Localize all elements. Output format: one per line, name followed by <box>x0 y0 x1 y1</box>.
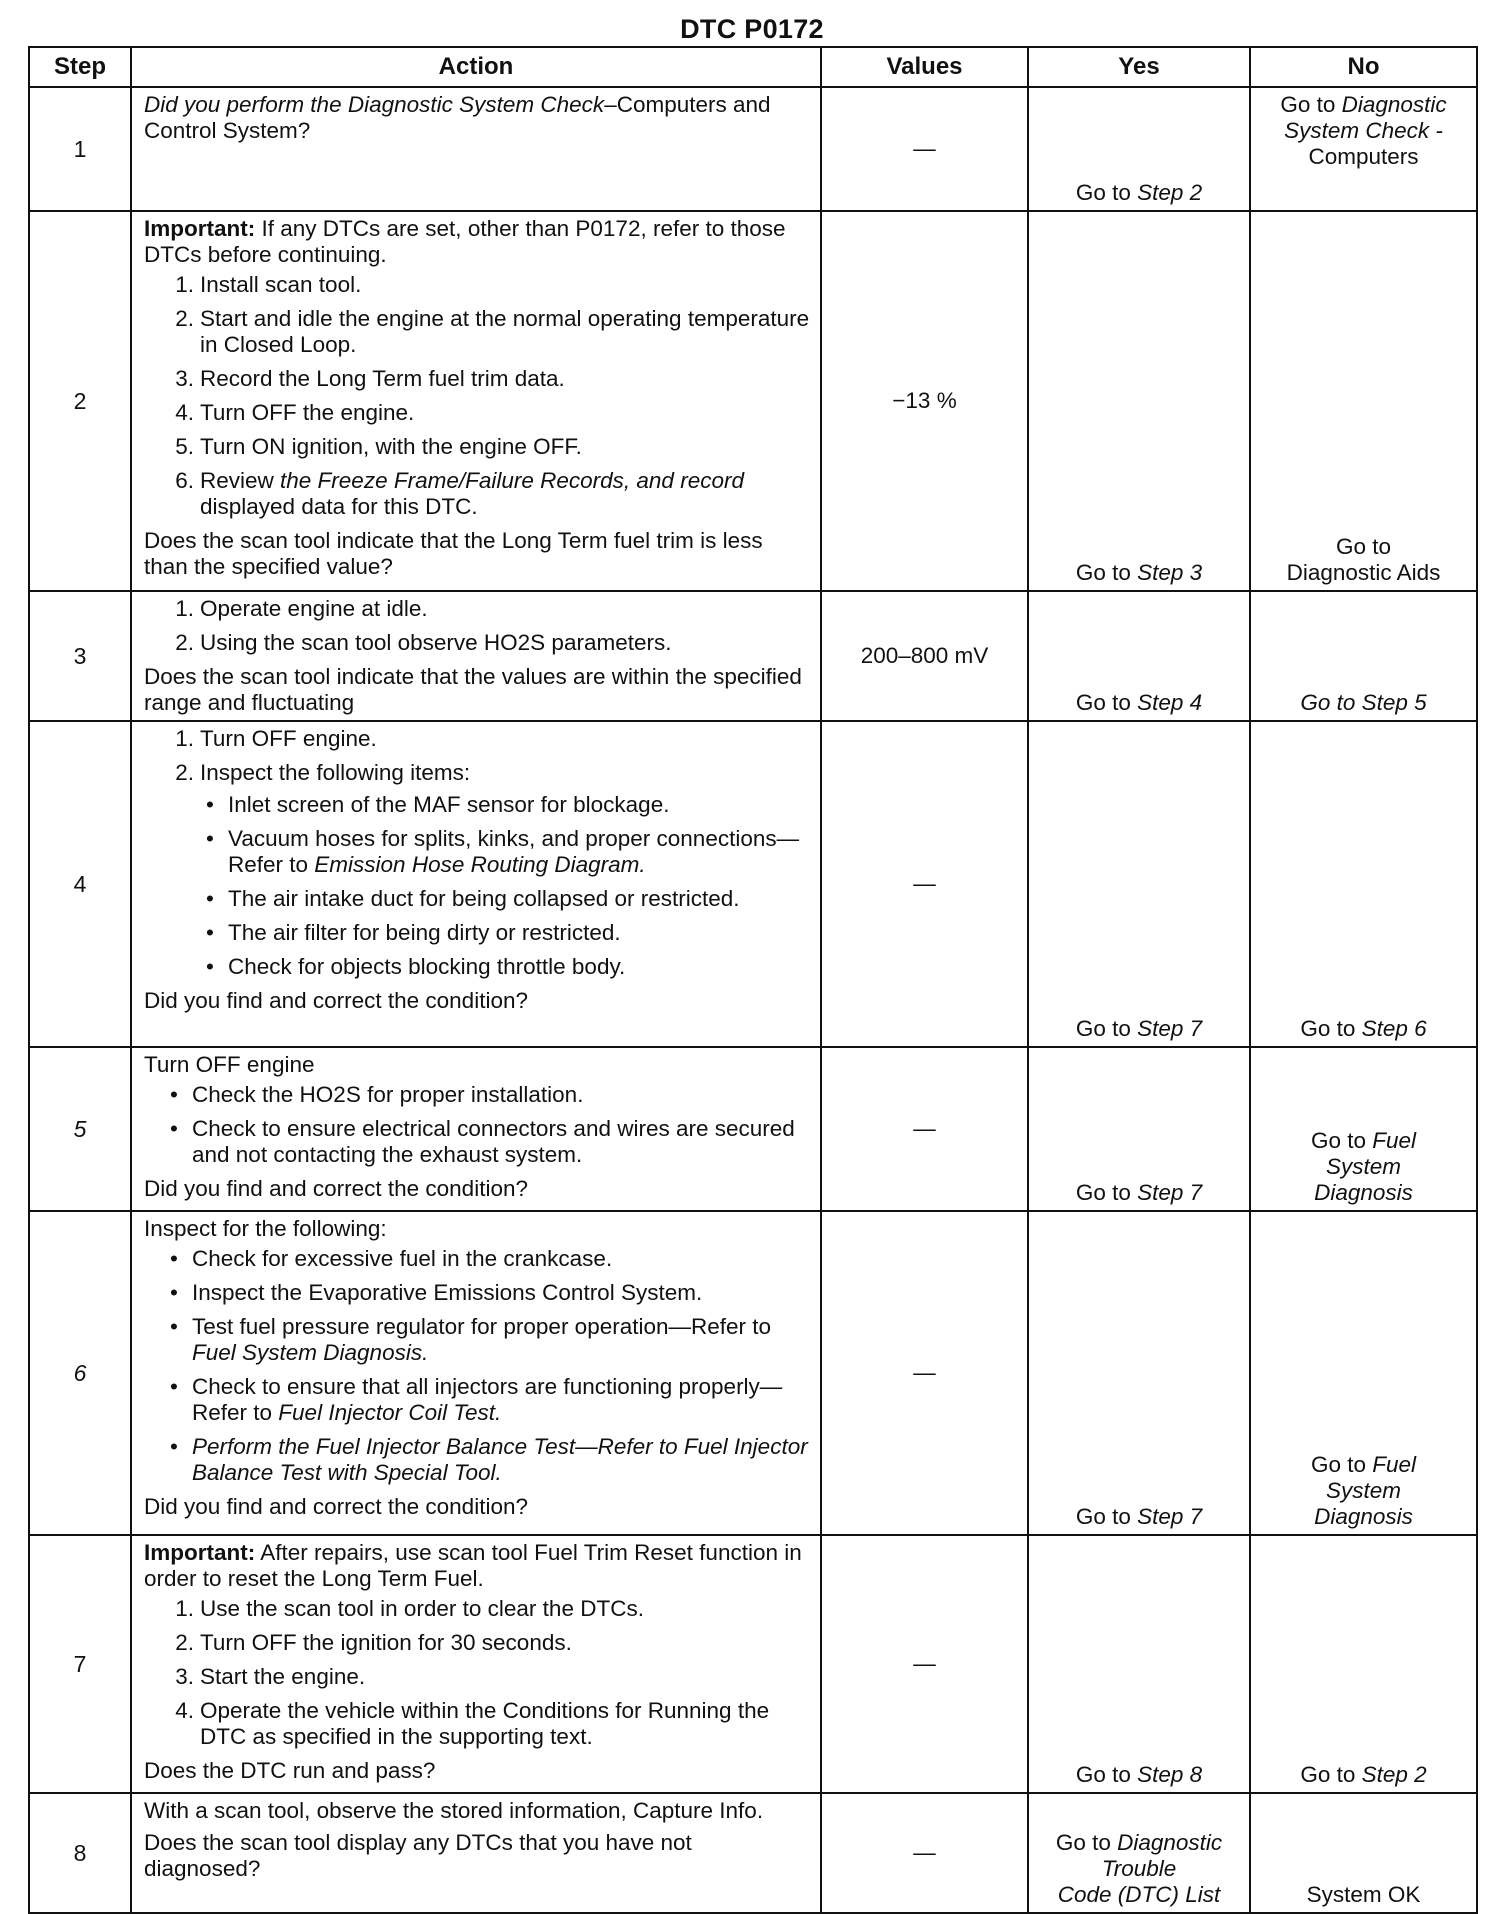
yes-cell <box>1028 721 1250 1047</box>
yes-cell <box>1028 1047 1250 1211</box>
table-row <box>29 591 1477 721</box>
header-no: No <box>1250 47 1477 87</box>
question-text: Does the scan tool indicate that the values are within the specified range and fluctuating <box>144 664 802 715</box>
value-cell: 200–800 mV <box>821 591 1028 721</box>
action-cell <box>131 591 821 721</box>
yes-text: Go to <box>1075 1504 1138 1529</box>
bullet-list <box>144 1082 810 1168</box>
important-text: After repairs, use scan tool Fuel Trim Reset function in order to reset the Long Term Fuel. <box>144 1540 802 1591</box>
table-row <box>29 1793 1477 1913</box>
step-list <box>144 726 810 980</box>
list-item: • Inlet screen of the MAF sensor for blockage. <box>200 792 810 818</box>
yes-link[interactable]: Step 8 <box>1137 1762 1203 1787</box>
no-link[interactable]: Step 6 <box>1361 1016 1427 1041</box>
step-list <box>144 1596 810 1750</box>
yes-cell <box>1028 591 1250 721</box>
yes-cell: Go to Diagnostic Trouble Code (DTC) List <box>1028 1793 1250 1913</box>
action-text: Did you perform the Diagnostic System Check <box>144 92 605 117</box>
list-item: 1. Install scan tool. <box>175 272 362 297</box>
no-cell <box>1250 87 1477 211</box>
list-item: 4. Operate the vehicle within the Conditions for Running the DTC as specified in the supporting text. <box>175 1698 770 1749</box>
no-cell: Go to Fuel System Diagnosis <box>1250 1047 1477 1211</box>
list-item: • Check the HO2S for proper installation. <box>166 1082 810 1108</box>
no-link[interactable]: Diagnostic Aids <box>1286 560 1441 585</box>
list-item: • Test fuel pressure regulator for proper operation—Refer to Fuel System Diagnosis. <box>166 1314 810 1366</box>
step-number: 1 <box>29 87 131 211</box>
list-item: 1. Use the scan tool in order to clear the DTCs. <box>175 1596 644 1621</box>
page-title: DTC P0172 <box>680 14 824 44</box>
no-text-rest: Computers <box>1308 144 1419 169</box>
table-row <box>29 1211 1477 1535</box>
question-text: Did you find and correct the condition? <box>144 988 528 1013</box>
dtc-table <box>28 46 1478 1914</box>
table-row <box>29 211 1477 591</box>
list-item: 4. Turn OFF the engine. <box>175 400 415 425</box>
yes-cell <box>1028 87 1250 211</box>
table-row <box>29 721 1477 1047</box>
list-item: 2. Using the scan tool observe HO2S parameters. <box>175 630 672 655</box>
value-cell: — <box>821 1793 1028 1913</box>
list-item: • Check to ensure that all injectors are functioning properly—Refer to Fuel Injector Coil Test. <box>166 1374 810 1426</box>
list-item: 2. Start and idle the engine at the normal operating temperature in Closed Loop. <box>175 306 810 357</box>
no-cell <box>1250 591 1477 721</box>
no-text: Go to <box>1280 92 1342 117</box>
no-link[interactable]: Diagnostic System Check - <box>1284 92 1447 143</box>
action-text: –Computers and Control System? <box>144 92 771 143</box>
list-item: 2. Inspect the following items: • Inlet screen of the MAF sensor for blockage. • Vacuum hoses for splits, kinks, and proper connections—Refer to Emission Hose Routing Diagram. • The air intake duct for being collapsed or restricted. • The air filter for being dirty or restricted. • Check for objects blocking throttle body. <box>166 760 810 980</box>
yes-text: Go to <box>1075 690 1138 715</box>
yes-text: Go to <box>1075 180 1138 205</box>
no-text: Go to <box>1310 1452 1373 1477</box>
value-cell: — <box>821 1211 1028 1535</box>
list-item: • Check for excessive fuel in the crankcase. <box>166 1246 810 1272</box>
yes-link[interactable]: Step 7 <box>1137 1180 1203 1205</box>
question-text: Does the scan tool indicate that the Long Term fuel trim is less than the specified value? <box>144 528 763 579</box>
list-item: 2. Turn OFF the ignition for 30 seconds. <box>175 1630 572 1655</box>
action-text: Turn OFF engine <box>144 1052 315 1077</box>
value-cell: — <box>821 87 1028 211</box>
table-header-row <box>29 47 1477 87</box>
yes-cell <box>1028 1535 1250 1793</box>
step-list <box>144 596 810 656</box>
yes-text: Go to <box>1075 560 1138 585</box>
yes-text: Go to <box>1075 1180 1138 1205</box>
sub-list <box>200 792 810 980</box>
yes-link[interactable]: Step 2 <box>1137 180 1203 205</box>
no-text: Go to <box>1310 1128 1373 1153</box>
list-item: 5. Turn ON ignition, with the engine OFF. <box>175 434 582 459</box>
value-cell: −13 % <box>821 211 1028 591</box>
step-number: 3 <box>29 591 131 721</box>
question-text: Did you find and correct the condition? <box>144 1494 528 1519</box>
action-cell <box>131 1047 821 1211</box>
yes-cell <box>1028 1211 1250 1535</box>
action-text: With a scan tool, observe the stored information, Capture Info. <box>144 1798 764 1823</box>
header-action: Action <box>131 47 821 87</box>
no-cell <box>1250 1535 1477 1793</box>
yes-text: Go to <box>1075 1762 1138 1787</box>
list-item: 1. Operate engine at idle. <box>175 596 428 621</box>
list-item: • The air intake duct for being collapsed or restricted. <box>200 886 810 912</box>
step-number: 4 <box>29 721 131 1047</box>
action-cell <box>131 1211 821 1535</box>
table-row <box>29 1535 1477 1793</box>
step-number: 6 <box>29 1211 131 1535</box>
header-values: Values <box>821 47 1028 87</box>
list-item: • Inspect the Evaporative Emissions Control System. <box>166 1280 810 1306</box>
important-text: If any DTCs are set, other than P0172, refer to those DTCs before continuing. <box>144 216 786 267</box>
action-cell <box>131 87 821 211</box>
table-row <box>29 87 1477 211</box>
list-item: • Check to ensure electrical connectors and wires are secured and not contacting the exhaust system. <box>166 1116 810 1168</box>
value-cell: — <box>821 1047 1028 1211</box>
bullet-list <box>144 1246 810 1486</box>
yes-cell <box>1028 211 1250 591</box>
list-item: • Perform the Fuel Injector Balance Test—Refer to Fuel Injector Balance Test with Special Tool. <box>166 1434 810 1486</box>
list-item: 3. Start the engine. <box>175 1664 366 1689</box>
yes-link[interactable]: Step 4 <box>1137 690 1203 715</box>
no-text: System OK <box>1306 1882 1421 1907</box>
action-cell <box>131 211 821 591</box>
list-item: • Vacuum hoses for splits, kinks, and proper connections—Refer to Emission Hose Routing Diagram. <box>200 826 810 878</box>
no-cell <box>1250 1793 1477 1913</box>
list-item: • Check for objects blocking throttle body. <box>200 954 810 980</box>
no-text: Go to <box>1335 534 1392 559</box>
step-number: 8 <box>29 1793 131 1913</box>
no-link[interactable]: Fuel <box>1372 1128 1417 1153</box>
list-item: 1. Turn OFF engine. <box>175 726 377 751</box>
table-row <box>29 1047 1477 1211</box>
step-number: 2 <box>29 211 131 591</box>
no-link[interactable]: Go to Step 5 <box>1300 690 1427 715</box>
list-item: 6. Review the Freeze Frame/Failure Records, and record displayed data for this DTC. <box>175 468 744 519</box>
no-text: Go to <box>1300 1016 1362 1041</box>
step-number: 7 <box>29 1535 131 1793</box>
yes-link[interactable]: Step 7 <box>1137 1016 1203 1041</box>
action-cell <box>131 1793 821 1913</box>
step-number: 5 <box>29 1047 131 1211</box>
question-text: Does the scan tool display any DTCs that you have not diagnosed? <box>144 1830 692 1881</box>
yes-link[interactable]: Diagnostic <box>1117 1830 1223 1855</box>
no-link[interactable]: Fuel <box>1372 1452 1417 1477</box>
yes-link[interactable]: Step 7 <box>1137 1504 1203 1529</box>
yes-text: Go to <box>1055 1830 1118 1855</box>
list-item: 3. Record the Long Term fuel trim data. <box>175 366 565 391</box>
question-text: Does the DTC run and pass? <box>144 1758 436 1783</box>
action-cell <box>131 1535 821 1793</box>
yes-text: Go to <box>1075 1016 1138 1041</box>
no-link[interactable]: Step 2 <box>1361 1762 1427 1787</box>
important-label: Important: <box>144 216 256 241</box>
header-yes: Yes <box>1028 47 1250 87</box>
list-item: • The air filter for being dirty or restricted. <box>200 920 810 946</box>
important-label: Important: <box>144 1540 256 1565</box>
question-text: Did you find and correct the condition? <box>144 1176 528 1201</box>
no-text: Go to <box>1300 1762 1362 1787</box>
yes-link[interactable]: Step 3 <box>1137 560 1203 585</box>
action-cell <box>131 721 821 1047</box>
value-cell: — <box>821 721 1028 1047</box>
no-cell <box>1250 721 1477 1047</box>
action-text: Inspect for the following: <box>144 1216 387 1241</box>
value-cell: — <box>821 1535 1028 1793</box>
no-cell: Go to Fuel System Diagnosis <box>1250 1211 1477 1535</box>
step-list <box>144 272 810 520</box>
no-cell <box>1250 211 1477 591</box>
header-step: Step <box>29 47 131 87</box>
